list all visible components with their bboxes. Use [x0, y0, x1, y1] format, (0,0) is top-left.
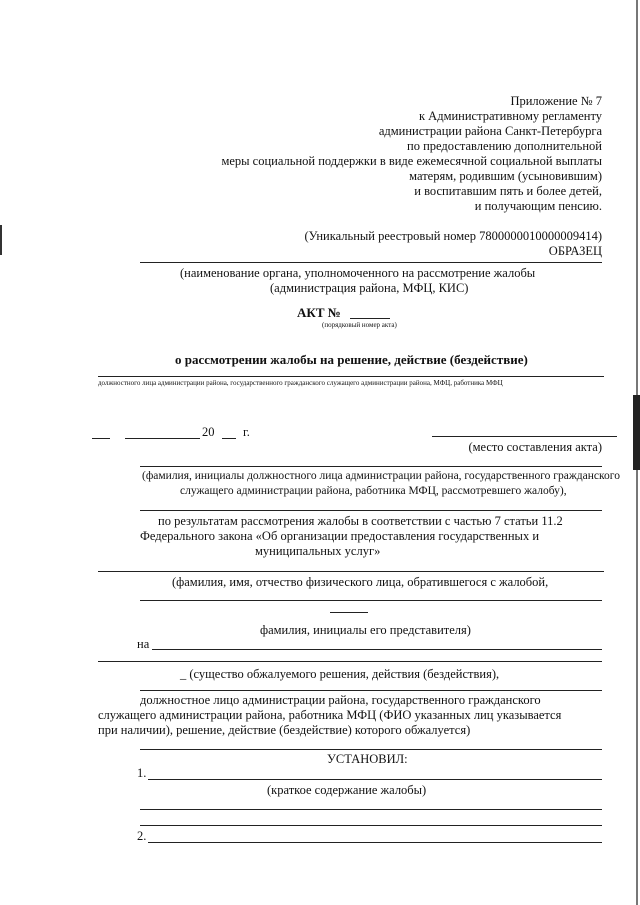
- act-number-line: [350, 318, 390, 319]
- appealed-line-3: при наличии), решение, действие (бездействие) которого обжалуется): [98, 723, 471, 737]
- official-caption-1: (фамилия, инициалы должностного лица администрации района, государственного гражданского: [142, 470, 620, 482]
- item-2-label: 2.: [137, 829, 147, 843]
- law-line-3: муниципальных услуг»: [255, 544, 381, 558]
- law-line: [140, 510, 602, 511]
- on-line: [152, 649, 602, 650]
- header-line-8: и получающим пенсию.: [474, 199, 602, 213]
- law-line-1: по результатам рассмотрения жалобы в соответствии с частью 7 статьи 11.2: [158, 514, 563, 528]
- header-line-4: по предоставлению дополнительной: [407, 139, 602, 153]
- year-prefix: 20: [202, 425, 215, 439]
- on-label: на: [137, 637, 150, 651]
- law-line-2: Федерального закона «Об организации предоставления государственных и: [140, 529, 540, 543]
- representative-caption: фамилия, инициалы его представителя): [260, 623, 471, 637]
- organ-caption-1: (наименование органа, уполномоченного на рассмотрение жалобы: [180, 266, 536, 280]
- header-line-6: матерям, родившим (усыновившим): [409, 169, 602, 183]
- established-heading: УСТАНОВИЛ:: [327, 752, 408, 766]
- officials-caption: должностного лица администрации района, государственного гражданского служащего администрации района, МФЦ, работника МФЦ: [98, 379, 503, 387]
- item-2-line: [148, 842, 602, 843]
- registry-number: (Уникальный реестровый номер 7800000010000009414): [304, 229, 602, 243]
- sample-stamp: ОБРАЗЕЦ: [548, 244, 602, 258]
- essence-line: [140, 690, 602, 691]
- day-line: [92, 438, 110, 439]
- applicant-line: [98, 571, 604, 572]
- appealed-bottom-line: [140, 749, 602, 750]
- appealed-line-1: [140, 693, 602, 708]
- scan-edge-right-dark: [633, 395, 640, 470]
- essence-caption: _ (существо обжалуемого решения, действия (бездействия),: [180, 667, 500, 681]
- year-line: [222, 438, 236, 439]
- summary-line-1: [140, 809, 602, 810]
- summary-line-2: [140, 825, 602, 826]
- act-subject: о рассмотрении жалобы на решение, действие (бездействие): [175, 352, 528, 367]
- official-caption-2: служащего администрации района, работника МФЦ, рассмотревшего жалобу),: [180, 485, 567, 497]
- applicant-line-2: [140, 600, 602, 601]
- appealed-line-2: служащего администрации района, работника МФЦ (ФИО указанных лиц указывается: [98, 708, 562, 722]
- organ-caption-2: (администрация района, МФЦ, КИС): [270, 281, 469, 295]
- organ-line: [140, 262, 602, 263]
- place-line: [432, 436, 617, 437]
- header-line-5: меры социальной поддержки в виде ежемесячной социальной выплаты: [221, 154, 602, 168]
- header-line-7: и воспитавшим пять и более детей,: [414, 184, 602, 198]
- header-line-1: Приложение № 7: [510, 94, 602, 108]
- act-number-caption: (порядковый номер акта): [322, 321, 397, 329]
- on-line-2: [98, 661, 602, 662]
- official-line: [140, 466, 602, 467]
- year-suffix: г.: [243, 425, 250, 439]
- officials-line: [98, 376, 604, 377]
- place-caption: (место составления акта): [468, 440, 602, 454]
- item-1-line: [148, 779, 602, 780]
- applicant-caption: (фамилия, имя, отчество физического лица, обратившегося с жалобой,: [172, 575, 549, 589]
- representative-short-line: [330, 612, 368, 613]
- appealed-text-1: должностное лицо администрации района, государственного гражданского: [140, 693, 541, 707]
- month-line: [125, 438, 200, 439]
- header-line-3: администрации района Санкт-Петербурга: [378, 124, 602, 138]
- item-1-label: 1.: [137, 766, 147, 780]
- summary-caption: (краткое содержание жалобы): [267, 783, 427, 797]
- act-title: АКТ №: [297, 305, 341, 320]
- scan-edge-left: [0, 225, 2, 255]
- header-line-2: к Административному регламенту: [418, 109, 602, 123]
